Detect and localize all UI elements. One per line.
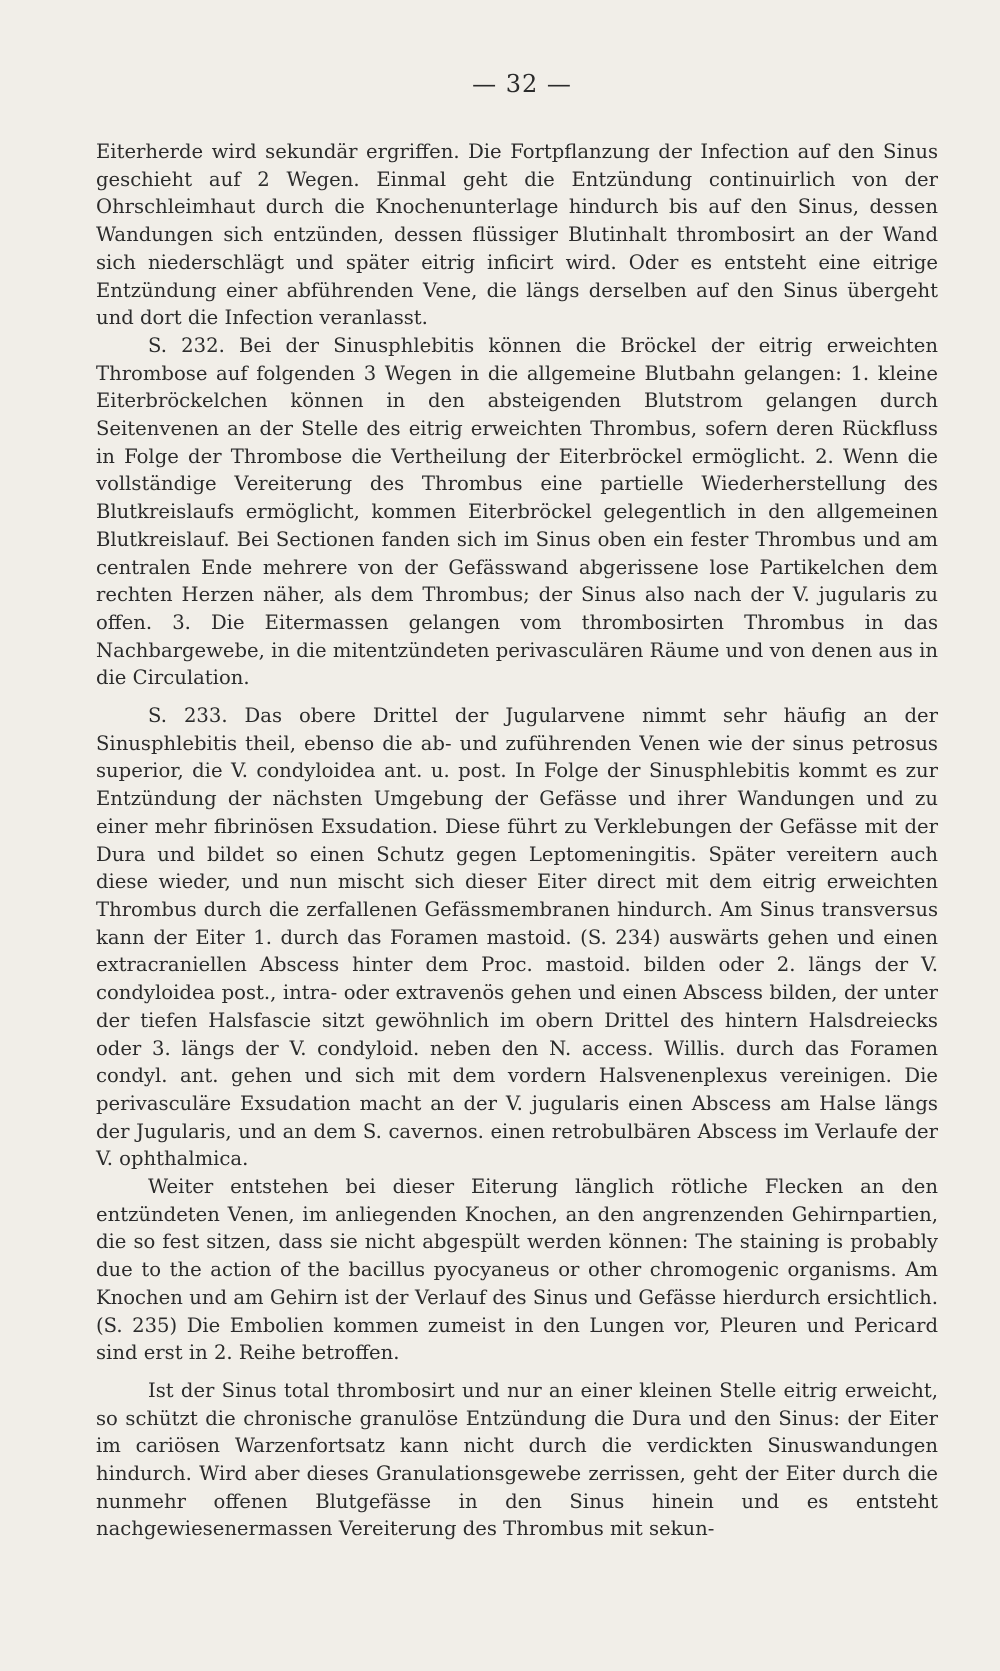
paragraph-3: S. 233. Das obere Drittel der Jugularvene nimmt sehr häufig an der Sinusphlebitis theil, ebenso die ab- und zuführenden Venen wie der sinus petrosus superior, die V. condyloidea ant. u. post. In Folge der Sinusphlebitis kommt es zur Entzündung der nächsten Umgebung der Gefässe und ihrer Wandungen und zu einer mehr fibrinösen Exsudation. Diese führt zu Verklebungen der Gefässe mit der Dura und bildet so einen Schutz gegen Leptomeningitis. Später vereitern auch diese wieder, und nun mischt sich dieser Eiter direct mit dem eitrig erweichten Thrombus durch die zerfallenen Gefässmembranen hindurch. Am Sinus transversus kann der Eiter 1. durch das Foramen mastoid. (S. 234) auswärts gehen und einen extracraniellen Abscess hinter dem Proc. mastoid. bilden oder 2. längs der V. condyloidea post., intra- oder extravenös gehen und einen Abscess bilden, der unter der tiefen Halsfascie sitzt gewöhnlich im obern Drittel des hintern Halsdreiecks oder 3. längs der V. condyloid. neben den N. access. Willis. durch das Foramen condyl. ant. gehen und sich mit dem vordern Halsvenenplexus vereinigen. Die perivasculäre Exsudation macht an der V. jugularis einen Abscess am Halse längs der Jugularis, und an dem S. cavernos. einen retrobulbären Abscess im Verlaufe der V. ophthalmica. (96, 704, 938, 1171)
paragraph-2: S. 232. Bei der Sinusphlebitis können die Bröckel der eitrig erweichten Thrombose auf folgenden 3 Wegen in die allgemeine Blutbahn gelangen: 1. kleine Eiterbröckelchen können in den absteigenden Blutstrom gelangen durch Seitenvenen an der Stelle des eitrig erweichten Thrombus, sofern deren Rückfluss in Folge der Thrombose die Vertheilung der Eiterbröckel ermöglicht. 2. Wenn die vollständige Vereiterung des Thrombus eine partielle Wiederherstellung des Blutkreislaufs ermöglicht, kommen Eiterbröckel gelegentlich in den allgemeinen Blutkreislauf. Bei Sectionen fanden sich im Sinus oben ein fester Thrombus und am centralen Ende mehrere von der Gefässwand abgerissene lose Partikelchen dem rechten Herzen näher, als dem Thrombus; der Sinus also nach der V. jugularis zu offen. 3. Die Eitermassen gelangen vom thrombosirten Thrombus in das Nachbargewebe, in die mitentzündeten perivasculären Räume und von denen aus in die Circulation. (96, 333, 938, 690)
paragraph-1: Eiterherde wird sekundär ergriffen. Die Fortpflanzung der Infection auf den Sinus geschieht auf 2 Wegen. Einmal geht die Entzündung continuirlich von der Ohrschleimhaut durch die Knochenunterlage hindurch bis auf den Sinus, dessen Wandungen sich entzünden, dessen flüssiger Blutinhalt thrombosirt an der Wand sich niederschlägt und später eitrig inficirt wird. Oder es entsteht eine eitrige Entzündung einer abführenden Vene, die längs derselben auf den Sinus übergeht und dort die Infection veranlasst. (96, 140, 938, 330)
paragraph-5: Ist der Sinus total thrombosirt und nur an einer kleinen Stelle eitrig erweicht, so schützt die chronische granulöse Entzündung die Dura und den Sinus: der Eiter im cariösen Warzenfortsatz kann nicht durch die verdickten Sinuswandungen hindurch. Wird aber dieses Granulationsgewebe zerrissen, geht der Eiter durch die nunmehr offenen Blutgefässe in den Sinus hinein und es entsteht nachgewiesenermassen Vereiterung des Thrombus mit sekun- (96, 1378, 938, 1541)
paragraph-4: Weiter entstehen bei dieser Eiterung länglich rötliche Flecken an den entzündeten Venen, im anliegenden Knochen, an den angrenzenden Gehirnpartien, die so fest sitzen, dass sie nicht abgespült werden können: The staining is probably due to the action of the bacillus pyocyaneus or other chromogenic organisms. Am Knochen und am Gehirn ist der Verlauf des Sinus und Gefässe hierdurch ersichtlich. (S. 235) Die Embolien kommen zumeist in den Lungen vor, Pleuren und Pericard sind erst in 2. Reihe betroffen. (96, 1175, 938, 1365)
page-number: — 32 — (472, 70, 572, 98)
